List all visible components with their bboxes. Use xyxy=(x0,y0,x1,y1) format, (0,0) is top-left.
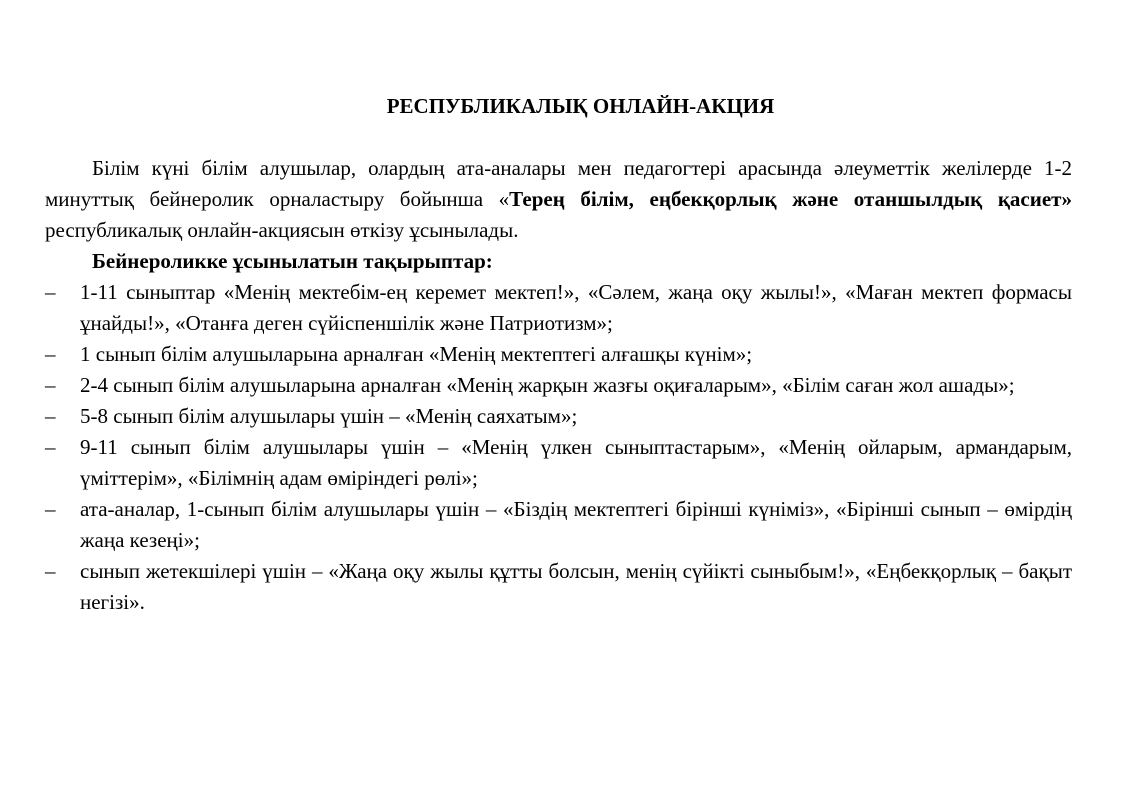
bullet-dash: – xyxy=(45,373,56,397)
bullet-dash: – xyxy=(45,404,56,428)
bullet-dash: – xyxy=(45,435,56,459)
topics-heading: Бейнероликке ұсынылатын тақырыптар: xyxy=(92,249,493,273)
document-body xyxy=(45,153,1072,618)
list-item xyxy=(45,277,1072,339)
topic-text: 2-4 сынып білім алушыларына арналған «Менің жарқын жазғы оқиғаларым», «Білім саған жол ашады»; xyxy=(80,373,1015,397)
document-title: РЕСПУБЛИКАЛЫҚ ОНЛАЙН-АКЦИЯ xyxy=(386,94,775,118)
topic-text: 1 сынып білім алушыларына арналған «Менің мектептегі алғашқы күнім»; xyxy=(80,342,753,366)
intro-text-start: Білім күні білім алушылар, олардың ата-аналары мен педагогтері арасында әлеуметтік желілерде 1-2 минуттық бейнеролик орналастыру бойынша « xyxy=(45,156,1072,211)
topics-list xyxy=(45,277,1072,618)
list-item xyxy=(45,401,1072,432)
list-item xyxy=(45,494,1072,556)
intro-text-end: республикалық онлайн-акциясын өткізу ұсынылады. xyxy=(45,218,519,242)
bullet-dash: – xyxy=(45,280,56,304)
topic-text: ата-аналар, 1-сынып білім алушылары үшін – «Біздің мектептегі бірінші күніміз», «Бірінші сынып – өмірдің жаңа кезеңі»; xyxy=(80,497,1072,552)
topic-text: 5-8 сынып білім алушылары үшін – «Менің саяхатым»; xyxy=(80,404,578,428)
list-item xyxy=(45,339,1072,370)
bullet-dash: – xyxy=(45,497,56,521)
list-item xyxy=(45,432,1072,494)
topic-text: сынып жетекшілері үшін – «Жаңа оқу жылы құтты болсын, менің сүйікті сыныбым!», «Еңбекқорлық – бақыт негізі». xyxy=(80,559,1072,614)
intro-paragraph xyxy=(45,153,1072,246)
list-item xyxy=(45,370,1072,401)
bullet-dash: – xyxy=(45,342,56,366)
action-name: Терең білім, еңбекқорлық және отаншылдық қасиет» xyxy=(509,187,1072,211)
list-item xyxy=(45,556,1072,618)
topic-text: 1-11 сыныптар «Менің мектебім-ең керемет мектеп!», «Сәлем, жаңа оқу жылы!», «Маған мектеп формасы ұнайды!», «Отанға деген сүйіспеншілік және Патриотизм»; xyxy=(80,280,1072,335)
bullet-dash: – xyxy=(45,559,56,583)
topic-text: 9-11 сынып білім алушылары үшін – «Менің үлкен сыныптастарым», «Менің ойларым, армандарым, үміттерім», «Білімнің адам өміріндегі рөлі»; xyxy=(80,435,1072,490)
